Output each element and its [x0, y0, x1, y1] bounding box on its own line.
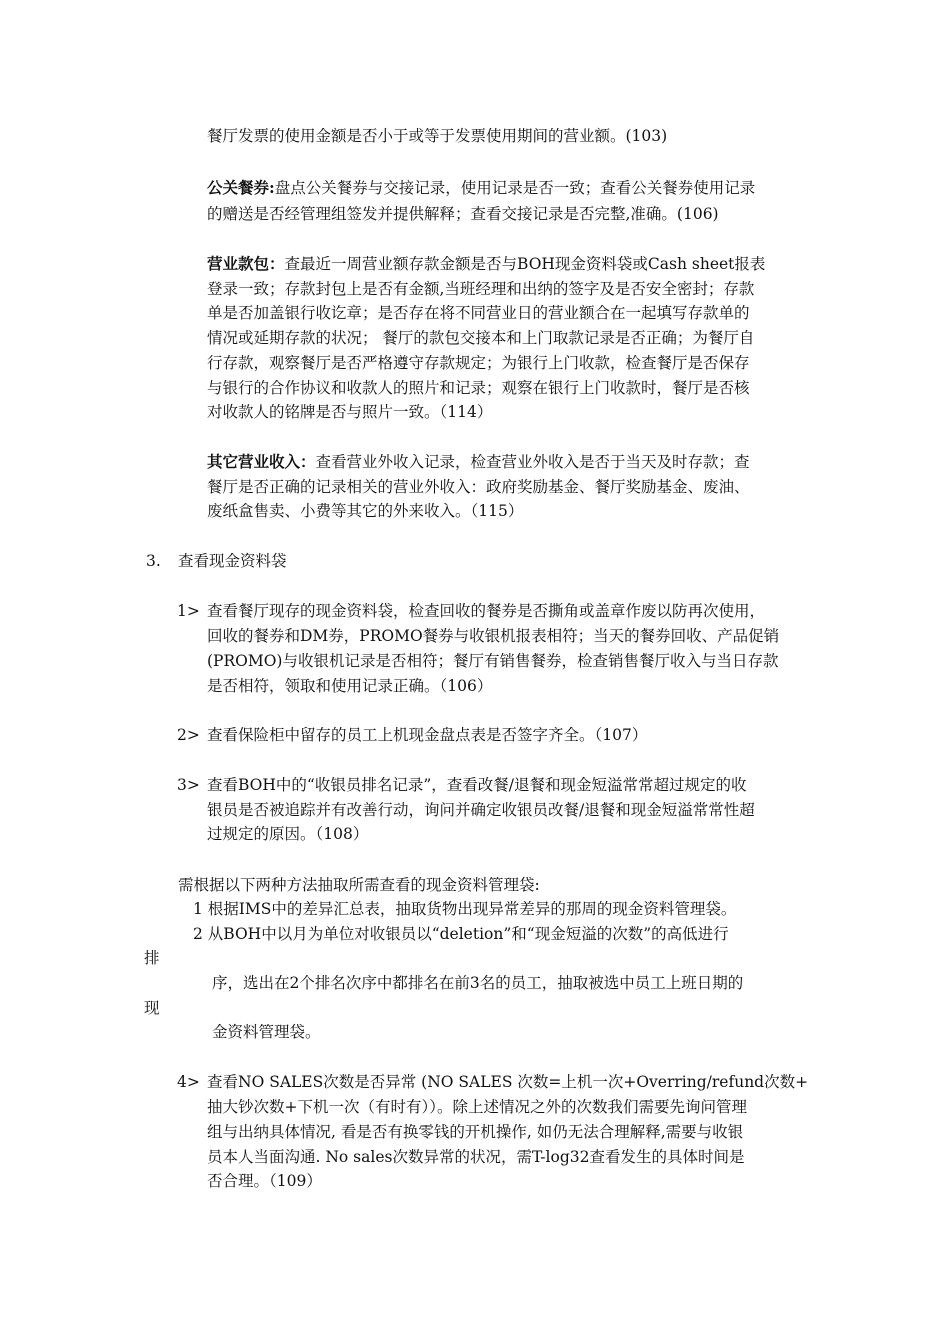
- paragraph-line: 行存款，观察餐厅是否严格遵守存款规定；为银行上门收款，检查餐厅是否保存: [207, 354, 750, 372]
- note-line: 现: [144, 999, 160, 1017]
- list-item-line: 查看餐厅现存的现金资料袋，检查回收的餐券是否撕角或盖章作废以防再次使用，: [207, 602, 766, 620]
- list-item-line: 抽大钞次数+下机一次（有时有））。除上述情况之外的次数我们需要先询问管理: [207, 1098, 747, 1116]
- paragraph-heading: 营业款包：: [207, 254, 285, 273]
- paragraph-text: 查看营业外收入记录，检查营业外收入是否于当天及时存款；查: [315, 453, 750, 471]
- list-item-line: 查看NO SALES次数是否异常 (NO SALES 次数=上机一次+Overring/refund次数+: [207, 1073, 809, 1091]
- list-item-number: 3>: [177, 776, 200, 794]
- list-item-number: 1>: [177, 602, 200, 620]
- list-item-line: 银员是否被追踪并有改善行动，询问并确定收银员改餐/退餐和现金短溢常常性超: [207, 801, 755, 819]
- paragraph-line: 餐厅是否正确的记录相关的营业外收入：政府奖励基金、餐厅奖励基金、废油、: [207, 478, 750, 496]
- note-line: 金资料管理袋。: [212, 1023, 321, 1041]
- section-title: 查看现金资料袋: [178, 552, 287, 570]
- paragraph-text: 查最近一周营业额存款金额是否与BOH现金资料袋或Cash sheet报表: [284, 255, 766, 273]
- paragraph-line: [207, 451, 750, 473]
- paragraph-line: 与银行的合作协议和收款人的照片和记录；观察在银行上门收款时，餐厅是否核: [207, 379, 750, 397]
- list-item-line: 过规定的原因。（108）: [207, 825, 369, 843]
- list-item-number: 4>: [177, 1073, 200, 1091]
- paragraph-line: 废纸盒售卖、小费等其它的外来收入。（115）: [207, 502, 524, 520]
- paragraph-text: 盘点公关餐券与交接记录，使用记录是否一致；查看公关餐券使用记录: [274, 179, 756, 197]
- note-line: 序，选出在2个排名次序中都排名在前3名的员工，抽取被选中员工上班日期的: [212, 974, 744, 992]
- list-item-line: 查看BOH中的“收银员排名记录”，查看改餐/退餐和现金短溢常常超过规定的收: [207, 776, 747, 794]
- list-item-line: 员本人当面沟通. No sales次数异常的状况，需T-log32查看发生的具体时间是: [207, 1148, 745, 1166]
- list-item-line: 是否相符，领取和使用记录正确。（106）: [207, 677, 493, 695]
- paragraph-line: 单是否加盖银行收讫章；是否存在将不同营业日的营业额合在一起填写存款单的: [207, 304, 750, 322]
- paragraph-line: 情况或延期存款的状况； 餐厅的款包交接本和上门取款记录是否正确；为餐厅自: [207, 329, 755, 347]
- list-item-line: 查看保险柜中留存的员工上机现金盘点表是否签字齐全。（107）: [207, 726, 648, 744]
- paragraph-line: 登录一致；存款封包上是否有金额,当班经理和出纳的签字及是否安全密封；存款: [207, 280, 755, 298]
- list-item-line: 否合理。（109）: [207, 1172, 322, 1190]
- paragraph-heading: 其它营业收入：: [207, 452, 316, 471]
- section-number: 3.: [146, 552, 161, 570]
- paragraph-line: 的赠送是否经管理组签发并提供解释；查看交接记录是否完整,准确。(106): [207, 205, 719, 223]
- list-item-number: 2>: [177, 726, 200, 744]
- paragraph-line: [207, 253, 765, 275]
- paragraph-heading: 公关餐券:: [207, 178, 275, 197]
- note-line: 2 从BOH中以月为单位对收银员以“deletion”和“现金短溢的次数”的高低进行: [193, 925, 729, 943]
- list-item-line: 组与出纳具体情况, 看是否有换零钱的开机操作, 如仍无法合理解释,需要与收银: [207, 1123, 744, 1141]
- paragraph-line: 对收款人的铭牌是否与照片一致。（114）: [207, 403, 493, 421]
- paragraph-line: 餐厅发票的使用金额是否小于或等于发票使用期间的营业额。(103): [207, 127, 668, 145]
- list-item-line: 回收的餐券和DM券，PROMO餐券与收银机报表相符；当天的餐券回收、产品促销: [207, 627, 780, 645]
- note-line: 1 根据IMS中的差异汇总表，抽取货物出现异常差异的那周的现金资料管理袋。: [193, 900, 737, 918]
- note-line: 需根据以下两种方法抽取所需查看的现金资料管理袋:: [178, 876, 540, 894]
- list-item-line: (PROMO)与收银机记录是否相符；餐厅有销售餐券，检查销售餐厅收入与当日存款: [207, 652, 779, 670]
- note-line: 排: [144, 949, 160, 967]
- paragraph-line: [207, 177, 755, 199]
